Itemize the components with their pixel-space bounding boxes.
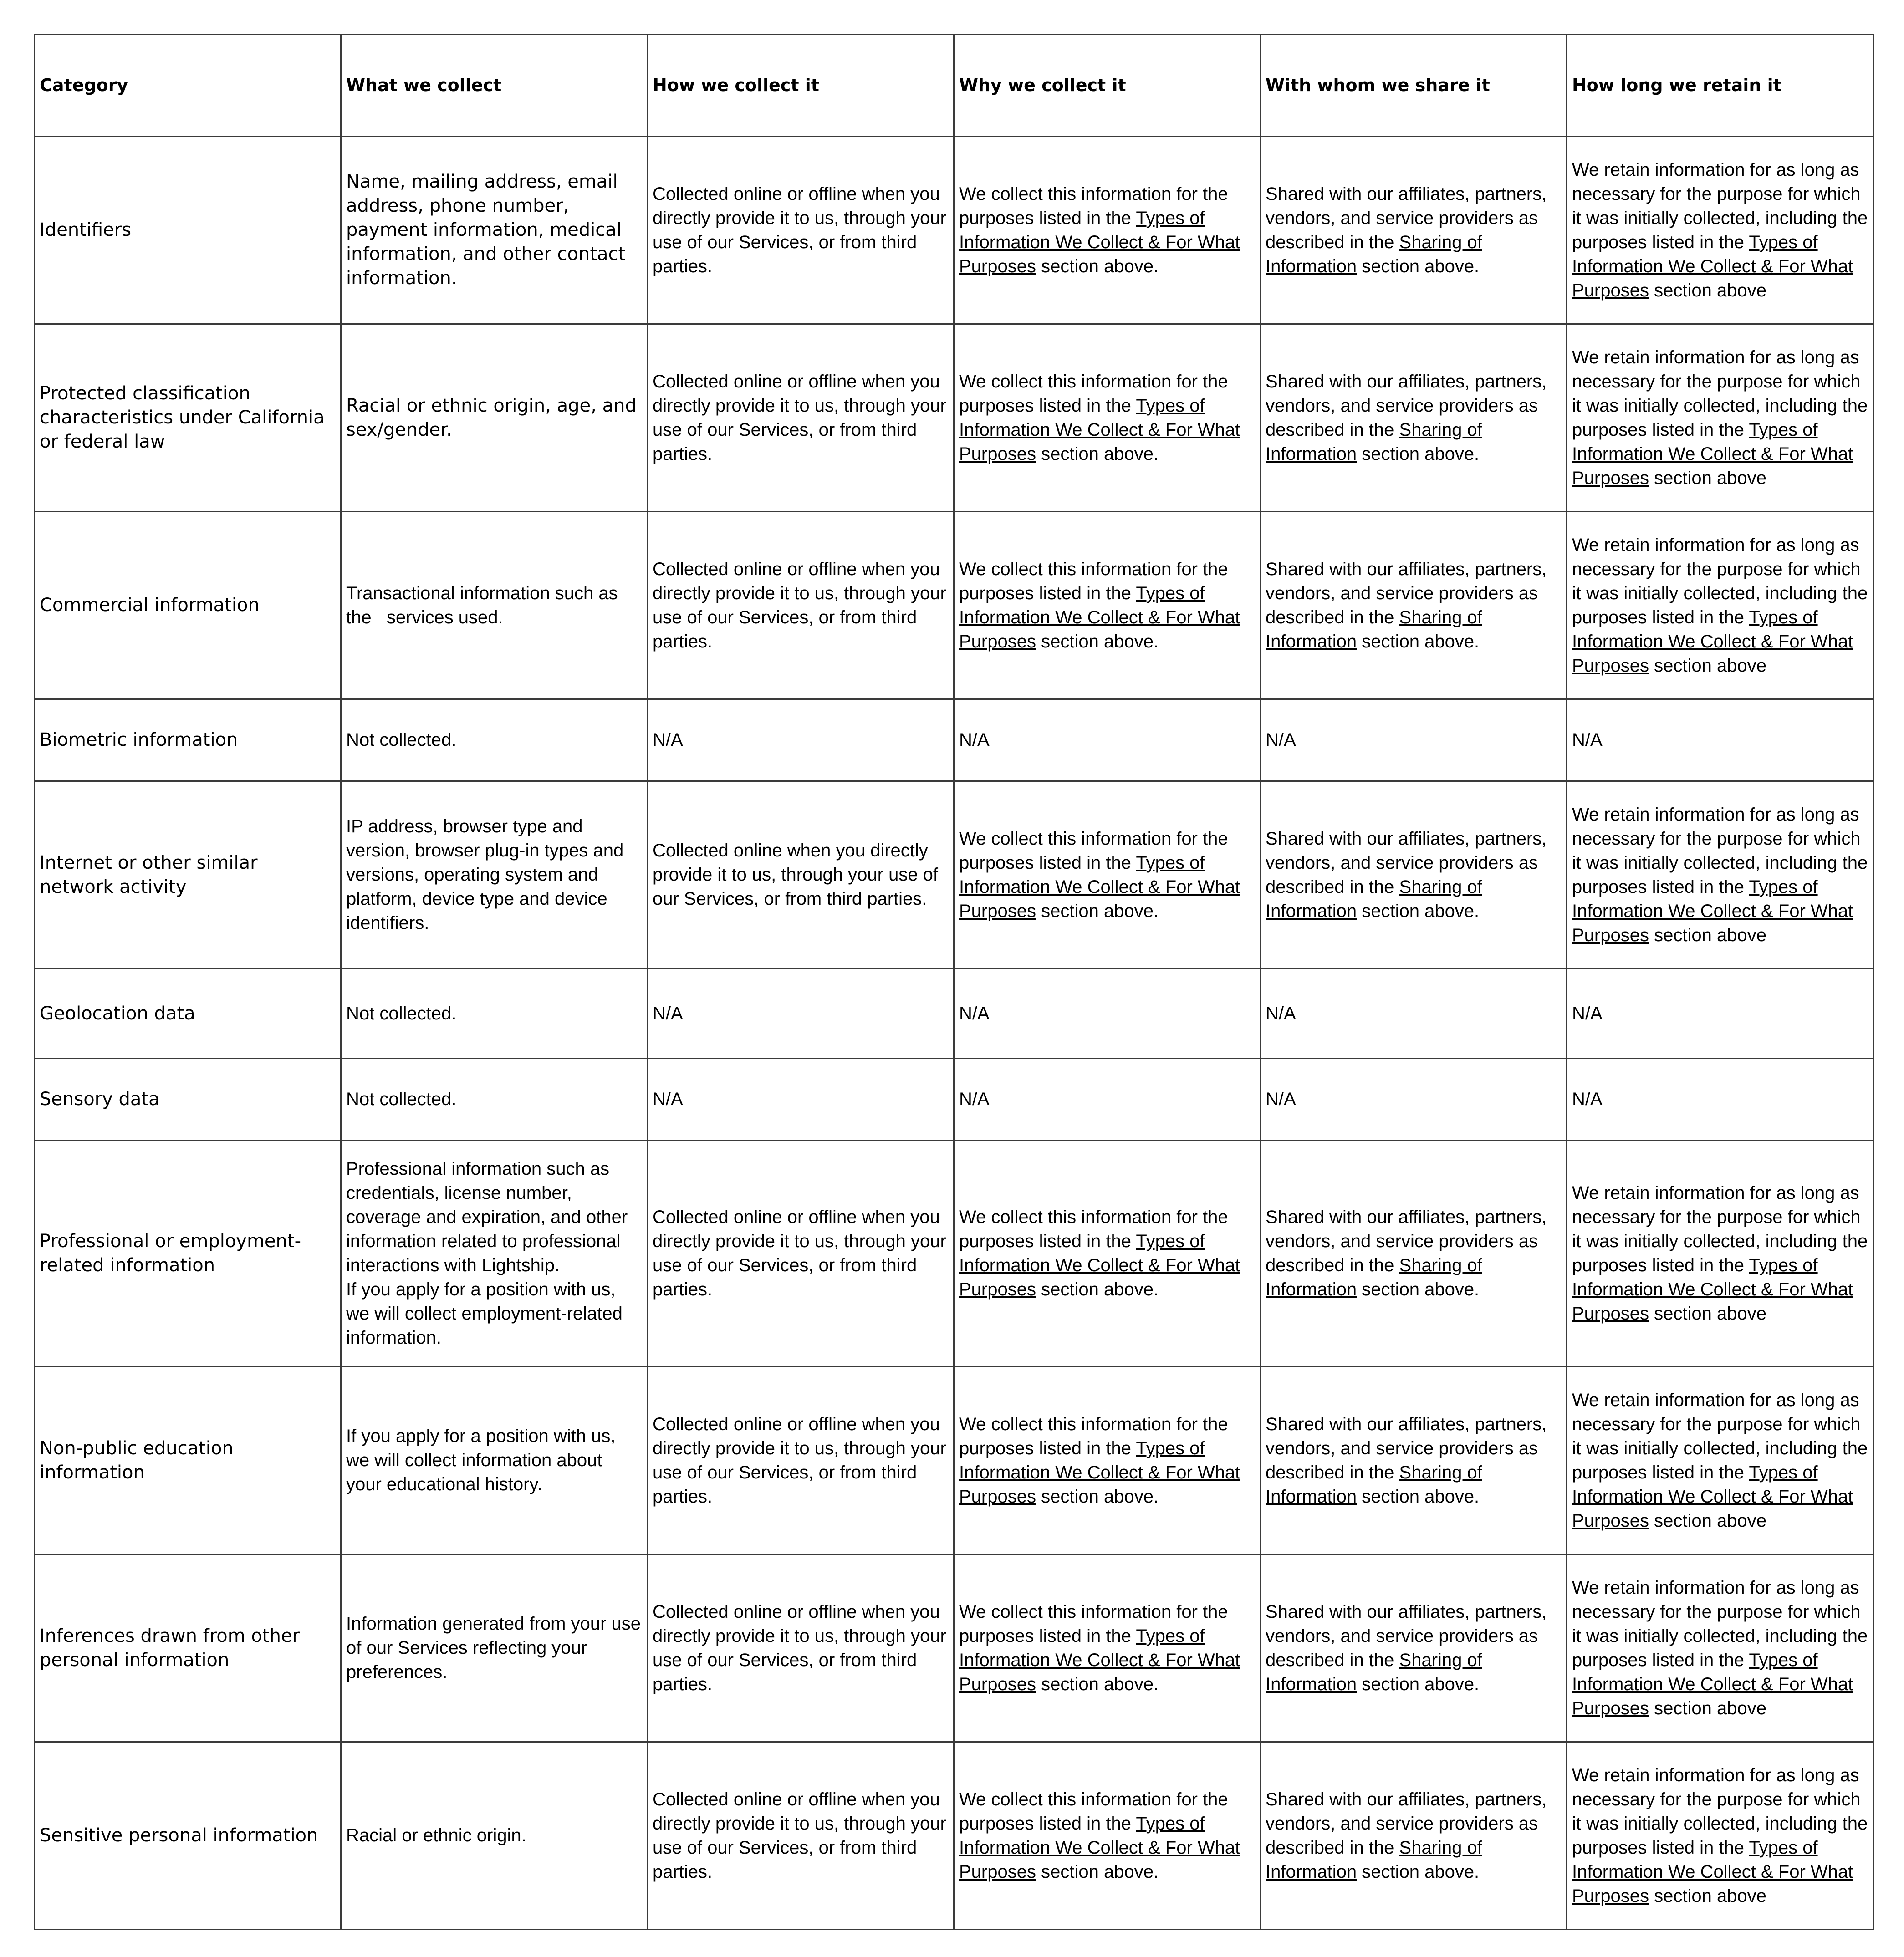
header-how-we-collect: How we collect it xyxy=(648,35,954,137)
category-cell: Identifiers xyxy=(35,137,341,324)
share-cell xyxy=(1261,781,1567,969)
header-what-we-collect: What we collect xyxy=(341,35,648,137)
why-cell xyxy=(954,1367,1261,1554)
category-cell: Internet or other similar network activity xyxy=(35,781,341,969)
how-cell: N/A xyxy=(648,1059,954,1141)
why-text: We collect this information for the purposes listed in the xyxy=(959,371,1228,416)
why-text-end: section above. xyxy=(1036,1279,1159,1300)
share-cell xyxy=(1261,324,1567,512)
share-cell xyxy=(1261,137,1567,324)
what-cell: Information generated from your use of our Services reflecting your preferences. xyxy=(341,1554,648,1742)
why-text-end: section above. xyxy=(1036,1486,1159,1507)
share-cell xyxy=(1261,1367,1567,1554)
why-text-end: section above. xyxy=(1036,1861,1159,1882)
retain-cell xyxy=(1567,1554,1873,1742)
types-of-information-link[interactable]: Types of Information We Collect & For What Purposes xyxy=(959,852,1240,921)
what-cell: IP address, browser type and version, browser plug-in types and versions, operating system and platform, device type and device identifiers. xyxy=(341,781,648,969)
how-cell: Collected online or offline when you directly provide it to us, through your use of our Services, or from third parties. xyxy=(648,1554,954,1742)
retain-cell xyxy=(1567,1367,1873,1554)
how-cell: Collected online when you directly provide it to us, through your use of our Services, or from third parties. xyxy=(648,781,954,969)
why-text: We collect this information for the purposes listed in the xyxy=(959,559,1228,603)
why-cell: N/A xyxy=(954,1059,1261,1141)
retain-text: We retain information for as long as necessary for the purpose for which it was initially collected, including the purposes listed in the xyxy=(1572,159,1868,252)
table-row xyxy=(35,699,1873,781)
category-cell: Commercial information xyxy=(35,512,341,699)
share-text-end: section above. xyxy=(1357,443,1480,464)
what-text: Professional information such as credentials, license number, coverage and expiration, and other information related to professional interactions with Lightship. xyxy=(346,1159,628,1275)
retain-text-end: section above xyxy=(1649,468,1766,488)
retain-cell xyxy=(1567,137,1873,324)
what-text-extra: If you apply for a position with us, we will collect employment-related information. xyxy=(346,1279,623,1348)
retain-text-end: section above xyxy=(1649,1698,1766,1718)
table-row xyxy=(35,324,1873,512)
why-text-end: section above. xyxy=(1036,443,1159,464)
retain-cell xyxy=(1567,512,1873,699)
how-cell: Collected online or offline when you directly provide it to us, through your use of our Services, or from third parties. xyxy=(648,1742,954,1930)
types-of-information-link[interactable]: Types of Information We Collect & For What Purposes xyxy=(959,1813,1240,1882)
types-of-information-link[interactable]: Types of Information We Collect & For What Purposes xyxy=(959,1438,1240,1507)
header-why-we-collect: Why we collect it xyxy=(954,35,1261,137)
why-cell xyxy=(954,1554,1261,1742)
share-text: Shared with our affiliates, partners, vendors, and service providers as described in the xyxy=(1266,371,1547,440)
category-cell: Geolocation data xyxy=(35,969,341,1059)
why-cell: N/A xyxy=(954,699,1261,781)
why-text: We collect this information for the purposes listed in the xyxy=(959,1789,1228,1834)
table-row xyxy=(35,1554,1873,1742)
types-of-information-link[interactable]: Types of Information We Collect & For What Purposes xyxy=(1572,232,1853,301)
retain-cell xyxy=(1567,781,1873,969)
table-row xyxy=(35,1367,1873,1554)
share-text-end: section above. xyxy=(1357,1486,1480,1507)
what-cell: Racial or ethnic origin. xyxy=(341,1742,648,1930)
types-of-information-link[interactable]: Types of Information We Collect & For What Purposes xyxy=(1572,607,1853,676)
retain-cell: N/A xyxy=(1567,1059,1873,1141)
share-cell: N/A xyxy=(1261,699,1567,781)
table-row xyxy=(35,969,1873,1059)
share-text: Shared with our affiliates, partners, vendors, and service providers as described in the xyxy=(1266,828,1547,897)
category-cell: Professional or employment-related information xyxy=(35,1141,341,1367)
why-text-end: section above. xyxy=(1036,631,1159,652)
what-cell: If you apply for a position with us, we will collect information about your educational history. xyxy=(341,1367,648,1554)
sharing-of-information-link[interactable]: Sharing of Information xyxy=(1266,1837,1482,1882)
category-cell: Protected classification characteristics under California or federal law xyxy=(35,324,341,512)
why-text-end: section above. xyxy=(1036,1674,1159,1694)
what-cell: Name, mailing address, email address, phone number, payment information, medical information, and other contact information. xyxy=(341,137,648,324)
why-text: We collect this information for the purposes listed in the xyxy=(959,1414,1228,1458)
why-cell xyxy=(954,1742,1261,1930)
retain-text: We retain information for as long as necessary for the purpose for which it was initially collected, including the purposes listed in the xyxy=(1572,1183,1868,1275)
category-cell: Sensitive personal information xyxy=(35,1742,341,1930)
share-text-end: section above. xyxy=(1357,256,1480,276)
share-text: Shared with our affiliates, partners, vendors, and service providers as described in the xyxy=(1266,183,1547,252)
how-cell: Collected online or offline when you directly provide it to us, through your use of our Services, or from third parties. xyxy=(648,1141,954,1367)
table-row xyxy=(35,781,1873,969)
types-of-information-link[interactable]: Types of Information We Collect & For What Purposes xyxy=(1572,1837,1853,1906)
why-cell xyxy=(954,512,1261,699)
retain-text: We retain information for as long as necessary for the purpose for which it was initially collected, including the purposes listed in the xyxy=(1572,1577,1868,1670)
share-text: Shared with our affiliates, partners, vendors, and service providers as described in the xyxy=(1266,1789,1547,1858)
category-cell: Biometric information xyxy=(35,699,341,781)
category-cell: Inferences drawn from other personal information xyxy=(35,1554,341,1742)
share-text: Shared with our affiliates, partners, vendors, and service providers as described in the xyxy=(1266,1207,1547,1275)
retain-text-end: section above xyxy=(1649,280,1766,301)
share-cell xyxy=(1261,512,1567,699)
header-how-long-we-retain: How long we retain it xyxy=(1567,35,1873,137)
sharing-of-information-link[interactable]: Sharing of Information xyxy=(1266,1255,1482,1300)
header-with-whom-we-share: With whom we share it xyxy=(1261,35,1567,137)
how-cell: Collected online or offline when you directly provide it to us, through your use of our Services, or from third parties. xyxy=(648,324,954,512)
share-cell: N/A xyxy=(1261,969,1567,1059)
table-row xyxy=(35,1742,1873,1930)
table-row xyxy=(35,512,1873,699)
sharing-of-information-link[interactable]: Sharing of Information xyxy=(1266,1462,1482,1507)
why-cell xyxy=(954,324,1261,512)
share-text-end: section above. xyxy=(1357,1279,1480,1300)
types-of-information-link[interactable]: Types of Information We Collect & For What Purposes xyxy=(959,395,1240,464)
share-text: Shared with our affiliates, partners, vendors, and service providers as described in the xyxy=(1266,1601,1547,1670)
share-text-end: section above. xyxy=(1357,631,1480,652)
why-cell xyxy=(954,137,1261,324)
share-text: Shared with our affiliates, partners, vendors, and service providers as described in the xyxy=(1266,1414,1547,1483)
share-text-end: section above. xyxy=(1357,1674,1480,1694)
what-cell: Not collected. xyxy=(341,1059,648,1141)
retain-text: We retain information for as long as necessary for the purpose for which it was initially collected, including the purposes listed in the xyxy=(1572,1765,1868,1858)
types-of-information-link[interactable]: Types of Information We Collect & For What Purposes xyxy=(959,1231,1240,1300)
retain-text: We retain information for as long as necessary for the purpose for which it was initially collected, including the purposes listed in the xyxy=(1572,347,1868,440)
header-category: Category xyxy=(35,35,341,137)
why-cell: N/A xyxy=(954,969,1261,1059)
share-cell xyxy=(1261,1141,1567,1367)
why-text: We collect this information for the purposes listed in the xyxy=(959,828,1228,873)
types-of-information-link[interactable]: Types of Information We Collect & For What Purposes xyxy=(1572,1255,1853,1324)
retain-text: We retain information for as long as necessary for the purpose for which it was initially collected, including the purposes listed in the xyxy=(1572,535,1868,627)
retain-text-end: section above xyxy=(1649,925,1766,945)
how-cell: Collected online or offline when you directly provide it to us, through your use of our Services, or from third parties. xyxy=(648,1367,954,1554)
how-cell: Collected online or offline when you directly provide it to us, through your use of our Services, or from third parties. xyxy=(648,512,954,699)
why-text: We collect this information for the purposes listed in the xyxy=(959,183,1228,228)
how-cell: N/A xyxy=(648,969,954,1059)
why-text: We collect this information for the purposes listed in the xyxy=(959,1601,1228,1646)
retain-text-end: section above xyxy=(1649,1304,1766,1324)
retain-text: We retain information for as long as necessary for the purpose for which it was initially collected, including the purposes listed in the xyxy=(1572,804,1868,897)
what-cell: Transactional information such as the services used. xyxy=(341,512,648,699)
how-cell: N/A xyxy=(648,699,954,781)
retain-cell: N/A xyxy=(1567,969,1873,1059)
why-text: We collect this information for the purposes listed in the xyxy=(959,1207,1228,1251)
retain-cell: N/A xyxy=(1567,699,1873,781)
retain-cell xyxy=(1567,1141,1873,1367)
types-of-information-link[interactable]: Types of Information We Collect & For What Purposes xyxy=(959,583,1240,652)
types-of-information-link[interactable]: Types of Information We Collect & For What Purposes xyxy=(1572,1650,1853,1718)
what-cell: Racial or ethnic origin, age, and sex/gender. xyxy=(341,324,648,512)
category-cell: Sensory data xyxy=(35,1059,341,1141)
sharing-of-information-link[interactable]: Sharing of Information xyxy=(1266,232,1482,276)
share-cell xyxy=(1261,1554,1567,1742)
table-row xyxy=(35,137,1873,324)
category-cell: Non-public education information xyxy=(35,1367,341,1554)
retain-cell xyxy=(1567,1742,1873,1930)
why-cell xyxy=(954,781,1261,969)
what-cell: Not collected. xyxy=(341,699,648,781)
table-row xyxy=(35,1141,1873,1367)
what-cell xyxy=(341,1141,648,1367)
share-cell: N/A xyxy=(1261,1059,1567,1141)
what-cell: Not collected. xyxy=(341,969,648,1059)
sharing-of-information-link[interactable]: Sharing of Information xyxy=(1266,419,1482,464)
sharing-of-information-link[interactable]: Sharing of Information xyxy=(1266,1650,1482,1694)
sharing-of-information-link[interactable]: Sharing of Information xyxy=(1266,877,1482,921)
share-text-end: section above. xyxy=(1357,1861,1480,1882)
retain-text-end: section above xyxy=(1649,1886,1766,1906)
sharing-of-information-link[interactable]: Sharing of Information xyxy=(1266,607,1482,652)
types-of-information-link[interactable]: Types of Information We Collect & For What Purposes xyxy=(1572,877,1853,945)
retain-text-end: section above xyxy=(1649,1510,1766,1531)
why-text-end: section above. xyxy=(1036,901,1159,921)
how-cell: Collected online or offline when you directly provide it to us, through your use of our Services, or from third parties. xyxy=(648,137,954,324)
why-cell xyxy=(954,1141,1261,1367)
types-of-information-link[interactable]: Types of Information We Collect & For What Purposes xyxy=(1572,419,1853,488)
types-of-information-link[interactable]: Types of Information We Collect & For What Purposes xyxy=(959,1626,1240,1694)
types-of-information-link[interactable]: Types of Information We Collect & For What Purposes xyxy=(959,208,1240,276)
retain-cell xyxy=(1567,324,1873,512)
privacy-data-table xyxy=(34,34,1874,1930)
retain-text: We retain information for as long as necessary for the purpose for which it was initially collected, including the purposes listed in the xyxy=(1572,1390,1868,1483)
why-text-end: section above. xyxy=(1036,256,1159,276)
share-text-end: section above. xyxy=(1357,901,1480,921)
retain-text-end: section above xyxy=(1649,655,1766,676)
share-text: Shared with our affiliates, partners, vendors, and service providers as described in the xyxy=(1266,559,1547,627)
share-cell xyxy=(1261,1742,1567,1930)
table-header-row xyxy=(35,35,1873,137)
table-row xyxy=(35,1059,1873,1141)
types-of-information-link[interactable]: Types of Information We Collect & For What Purposes xyxy=(1572,1462,1853,1531)
